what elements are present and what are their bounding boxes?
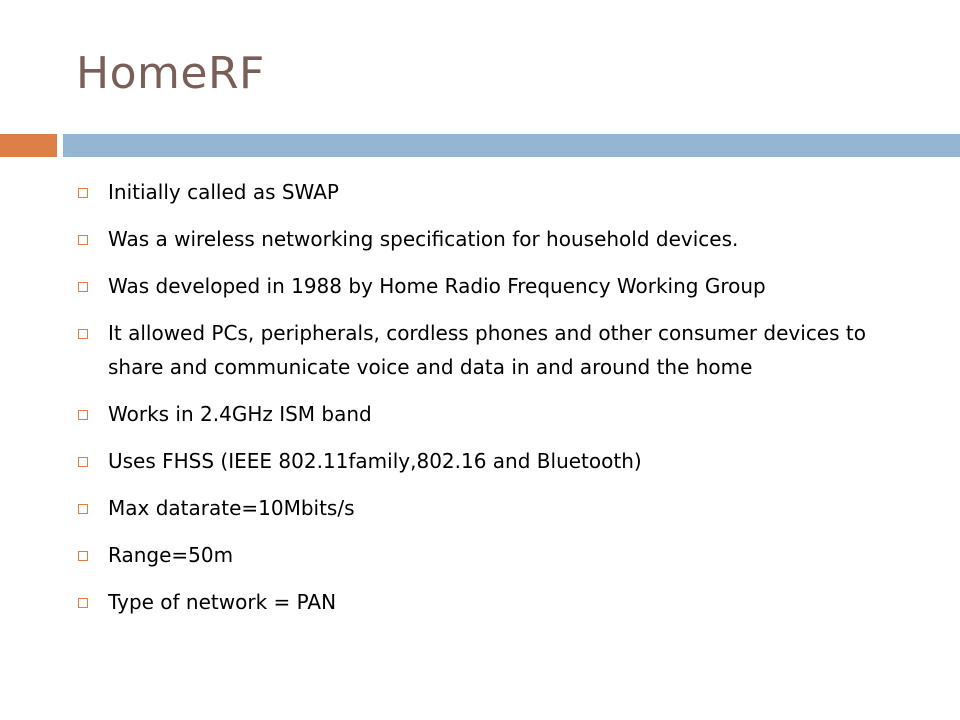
bullet-text: Initially called as SWAP: [108, 180, 339, 204]
bullet-item-band: [76, 397, 916, 431]
bullet-text: Type of network = PAN: [108, 590, 337, 614]
bullet-item-datarate: [76, 491, 916, 525]
slide-title: HomeRF: [76, 48, 265, 99]
title-accent-bar: [0, 134, 57, 157]
bullet-text: Works in 2.4GHz ISM band: [108, 402, 372, 426]
square-bullet-icon: [78, 598, 88, 608]
bullet-text: Was developed in 1988 by Home Radio Frequency Working Group: [108, 274, 766, 298]
bullet-item-initially-called: [76, 175, 916, 209]
square-bullet-icon: [78, 504, 88, 514]
square-bullet-icon: [78, 410, 88, 420]
bullet-text: Max datarate=10Mbits/s: [108, 496, 355, 520]
square-bullet-icon: [78, 235, 88, 245]
bullet-item-specification: [76, 222, 916, 256]
bullet-text: Was a wireless networking specification for household devices.: [108, 227, 739, 251]
square-bullet-icon: [78, 457, 88, 467]
bullet-item-network-type: [76, 585, 916, 619]
bullet-text: Uses FHSS (IEEE 802.11family,802.16 and Bluetooth): [108, 449, 642, 473]
bullet-item-range: [76, 538, 916, 572]
square-bullet-icon: [78, 282, 88, 292]
bullet-text: Range=50m: [108, 543, 234, 567]
square-bullet-icon: [78, 329, 88, 339]
title-rule-bar: [63, 134, 960, 157]
square-bullet-icon: [78, 551, 88, 561]
bullet-text: It allowed PCs, peripherals, cordless phones and other consumer devices to share and communicate voice and data in and around the home: [108, 321, 866, 379]
bullet-list: [76, 175, 916, 632]
square-bullet-icon: [78, 188, 88, 198]
bullet-item-fhss: [76, 444, 916, 478]
bullet-item-allowed: [76, 316, 916, 384]
bullet-item-developed: [76, 269, 916, 303]
